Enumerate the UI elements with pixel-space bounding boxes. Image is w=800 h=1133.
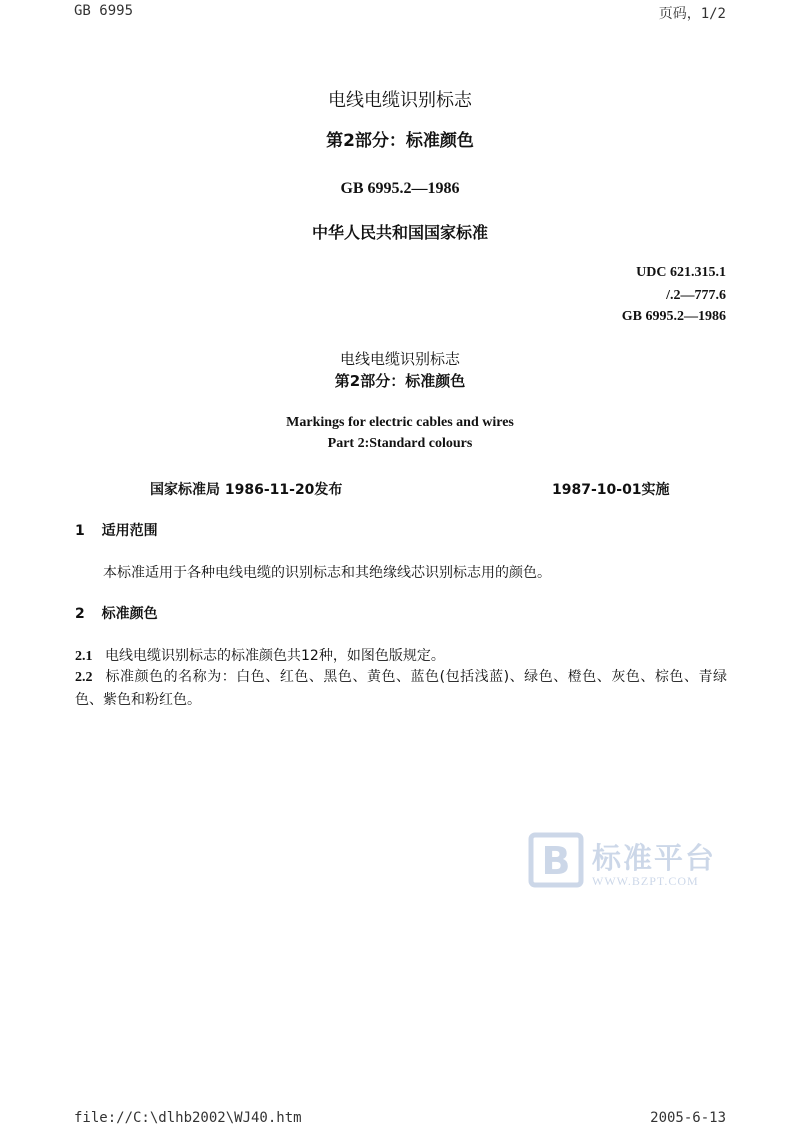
udc-line-1: UDC 621.315.1 <box>636 265 726 280</box>
effective-date: 1987-10-01实施 <box>552 482 670 498</box>
watermark-text: 标准平台 <box>592 841 717 875</box>
clause-2-2-number: 2.2 <box>75 670 93 685</box>
doc-title: 电线电缆识别标志 <box>328 90 472 111</box>
section-1-number: 1 <box>75 523 85 539</box>
subtitle-cn-1: 电线电缆识别标志 <box>339 350 460 368</box>
subtitle-en-2: Part 2:Standard colours <box>327 436 473 451</box>
section-2-heading <box>75 603 158 623</box>
clause-2-1 <box>75 645 727 668</box>
clause-2-2-text: 标准颜色的名称为：白色、红色、黑色、黄色、蓝色(包括浅蓝)、绿色、橙色、灰色、棕色、青绿色、紫色和粉红色。 <box>75 669 727 708</box>
header-page-number: 页码，1/2 <box>658 6 726 22</box>
udc-line-3: GB 6995.2—1986 <box>621 309 726 324</box>
doc-org: 中华人民共和国国家标准 <box>311 223 488 242</box>
watermark <box>528 832 728 892</box>
section-1-heading <box>75 520 158 540</box>
section-1-title: 适用范围 <box>101 523 158 539</box>
watermark-url: WWW.BZPT.COM <box>592 874 699 888</box>
doc-code: GB 6995.2—1986 <box>340 180 460 197</box>
udc-line-2: /.2—777.6 <box>666 288 726 303</box>
section-2-title: 标准颜色 <box>101 606 158 622</box>
clause-2-1-text: 电线电缆识别标志的标准颜色共12种，如图色版规定。 <box>105 648 445 664</box>
footer-date: 2005-6-13 <box>650 1110 726 1126</box>
section-2-number: 2 <box>75 606 85 622</box>
clause-2-1-number: 2.1 <box>75 649 93 664</box>
header-left: GB 6995 <box>74 3 134 19</box>
issue-date: 国家标准局 1986-11-20发布 <box>150 482 343 498</box>
footer-file-path: file://C:\dlhb2002\WJ40.htm <box>74 1110 302 1126</box>
subtitle-en-1: Markings for electric cables and wires <box>286 415 514 430</box>
doc-part-title: 第2部分：标准颜色 <box>326 131 474 151</box>
section-1-text: 本标准适用于各种电线电缆的识别标志和其绝缘线芯识别标志用的颜色。 <box>103 565 551 581</box>
watermark-logo-icon <box>528 832 584 888</box>
watermark-logo-letter: B <box>541 839 571 883</box>
clause-2-2 <box>75 666 727 711</box>
subtitle-cn-2: 第2部分：标准颜色 <box>334 372 466 390</box>
